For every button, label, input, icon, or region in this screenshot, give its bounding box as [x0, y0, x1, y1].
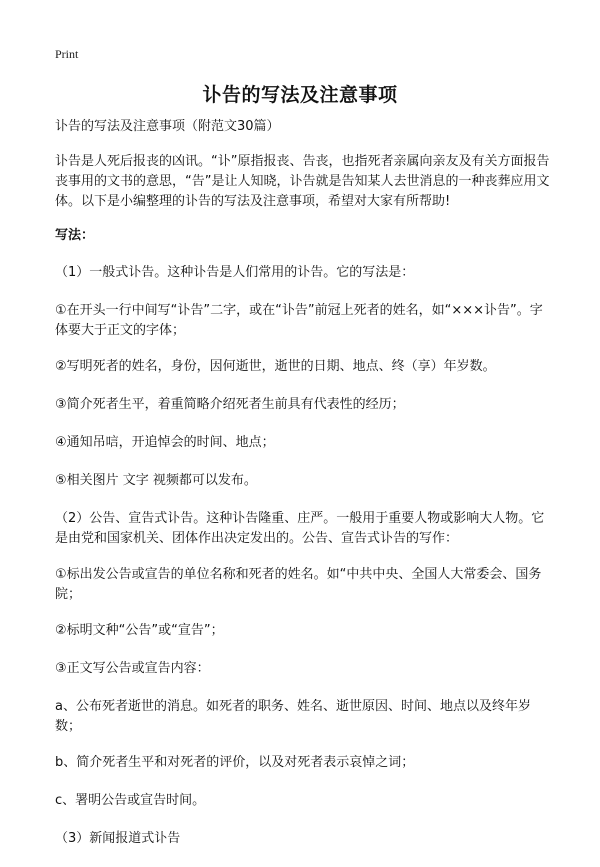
- page-title: 讣告的写法及注意事项: [202, 84, 398, 106]
- paragraph: ⑤相关图片 文字 视频都可以发布。: [55, 473, 257, 488]
- paragraph: （2）公告、宣告式讣告。这种讣告隆重、庄严。一般用于重要人物或影响大人物。它是由党和国家机关、团体作出决定发出的。公告、宣告式讣告的写作：: [55, 511, 545, 546]
- intro-paragraph: 讣告是人死后报丧的凶讯。“讣”原指报丧、告丧，也指死者亲属向亲友及有关方面报告丧事用的文书的意思，“告”是让人知晓，讣告就是告知某人去世消息的一种丧葬应用文体。以下是小编整理的讣告的写法及注意事项，希望对大家有所帮助!: [55, 154, 550, 209]
- paragraph: ②写明死者的姓名，身份，因何逝世，逝世的日期、地点、终（享）年岁数。: [55, 359, 496, 374]
- section-heading: 写法：: [55, 228, 95, 243]
- paragraph: ④通知吊唁，开追悼会的时间、地点；: [55, 435, 275, 450]
- paragraph: c、署明公告或宣告时间。: [55, 793, 206, 808]
- paragraph: ③正文写公告或宣告内容：: [55, 661, 210, 676]
- paragraph: ①在开头一行中间写“讣告”二字，或在“讣告”前冠上死者的姓名，如“×××讣告”。字体要大于正文的字体；: [55, 303, 543, 338]
- paragraph: ②标明文种“公告”或“宣告”；: [55, 623, 224, 638]
- print-link[interactable]: Print: [55, 47, 79, 61]
- article-subtitle: 讣告的写法及注意事项（附范文30篇）: [55, 119, 280, 134]
- paragraph: b、简介死者生平和对死者的评价，以及对死者表示哀悼之词；: [55, 755, 415, 770]
- paragraph: （1）一般式讣告。这种讣告是人们常用的讣告。它的写法是：: [55, 265, 415, 280]
- paragraph: ①标出发公告或宣告的单位名称和死者的姓名。如“中共中央、全国人大常委会、国务院；: [55, 567, 542, 602]
- paragraph: a、公布死者逝世的消息。如死者的职务、姓名、逝世原因、时间、地点以及终年岁数；: [55, 699, 531, 734]
- paragraph: （3）新闻报道式讣告: [55, 831, 181, 846]
- article-body: [55, 117, 555, 867]
- paragraph: ③简介死者生平，着重简略介绍死者生前具有代表性的经历；: [55, 397, 405, 412]
